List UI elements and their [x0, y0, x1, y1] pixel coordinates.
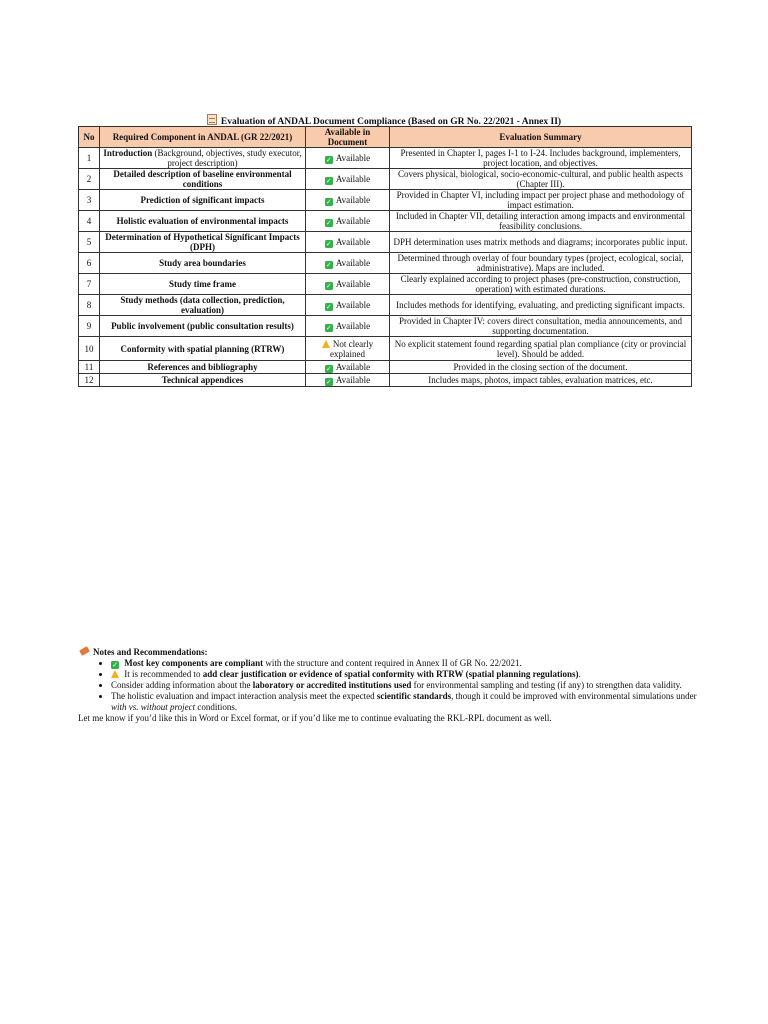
table-row: [79, 190, 692, 211]
table-row: [79, 337, 692, 361]
row-number: 12: [79, 374, 100, 387]
closing-message: Let me know if you’d like this in Word or Excel format, or if you’d like me to continue evaluating the RKL-RPL document as well.: [78, 713, 552, 723]
note-text: with the structure and content required in Annex II of GR No. 22/2021.: [263, 658, 522, 668]
row-number: 2: [79, 169, 100, 190]
row-number: 10: [79, 337, 100, 361]
document-icon: [207, 114, 217, 125]
availability-text: Available: [335, 257, 371, 268]
row-summary: Presented in Chapter I, pages I-1 to I-24. Includes background, implementers, project location, and objectives.: [390, 148, 692, 169]
table-row: [79, 361, 692, 374]
note-emphasis: Most key components are compliant: [124, 658, 264, 668]
component-name: Determination of Hypothetical Significant Impacts (DPH): [105, 232, 300, 252]
availability-text: Available: [335, 278, 371, 289]
component-name: Technical appendices: [161, 375, 244, 385]
component-name: Introduction: [103, 148, 153, 158]
row-availability: [306, 190, 390, 211]
check-icon: ✓: [325, 364, 332, 373]
note-emphasis: scientific standards: [376, 691, 452, 701]
table-row: [79, 211, 692, 232]
row-availability: [306, 316, 390, 337]
row-summary: Covers physical, biological, socio-economic-cultural, and public health aspects (Chapter III).: [390, 169, 692, 190]
row-availability: [306, 337, 390, 361]
table-row: [79, 274, 692, 295]
availability-text: Available: [335, 152, 371, 163]
check-icon: ✓: [325, 155, 332, 164]
row-availability: [306, 361, 390, 374]
table-row: [79, 295, 692, 316]
availability-text: Available: [335, 215, 371, 226]
row-availability: [306, 253, 390, 274]
component-name: Detailed description of baseline environmental conditions: [113, 169, 292, 189]
row-component: [100, 374, 306, 387]
notes-list: [78, 658, 698, 713]
evaluation-table: [78, 126, 692, 387]
note-text: conditions.: [195, 702, 238, 712]
table-row: [79, 316, 692, 337]
row-availability: [306, 232, 390, 253]
availability-text: Available: [335, 374, 371, 385]
row-summary: Determined through overlay of four boundary types (project, ecological, social, administrative). Maps are included.: [390, 253, 692, 274]
row-availability: [306, 274, 390, 295]
row-component: [100, 190, 306, 211]
table-row: [79, 253, 692, 274]
col-header-available: Available in Document: [306, 127, 390, 148]
check-icon: ✓: [325, 176, 332, 185]
row-component: [100, 211, 306, 232]
row-availability: [306, 374, 390, 387]
table-row: [79, 169, 692, 190]
row-availability: [306, 211, 390, 232]
availability-text: Available: [335, 173, 371, 184]
availability-text: Available: [335, 236, 371, 247]
availability-text: Not clearly explained: [330, 338, 374, 359]
row-summary: DPH determination uses matrix methods and diagrams; incorporates public input.: [390, 232, 692, 253]
row-availability: [306, 169, 390, 190]
component-name: Study time frame: [169, 279, 236, 289]
row-summary: Included in Chapter VII, detailing interaction among impacts and environmental feasibility conclusions.: [390, 211, 692, 232]
component-name: Study area boundaries: [159, 258, 246, 268]
notes-heading: [78, 647, 698, 658]
row-number: 1: [79, 148, 100, 169]
row-summary: Provided in the closing section of the document.: [390, 361, 692, 374]
row-number: 3: [79, 190, 100, 211]
row-component: [100, 295, 306, 316]
note-item: [111, 691, 698, 713]
note-emphasis: laboratory or accredited institutions used: [252, 680, 412, 690]
row-number: 11: [79, 361, 100, 374]
row-component: [100, 148, 306, 169]
row-summary: Provided in Chapter VI, including impact per project phase and methodology of impact estimation.: [390, 190, 692, 211]
check-icon: ✓: [325, 281, 332, 290]
row-number: 8: [79, 295, 100, 316]
table-title-text: Evaluation of ANDAL Document Compliance (Based on GR No. 22/2021 - Annex II): [220, 117, 562, 127]
row-summary: No explicit statement found regarding spatial plan compliance (city or provincial level). Should be added.: [390, 337, 692, 361]
table-row: [79, 232, 692, 253]
row-component: [100, 361, 306, 374]
note-text: The holistic evaluation and impact interaction analysis meet the expected: [111, 691, 377, 701]
check-icon: ✓: [325, 302, 332, 311]
row-component: [100, 169, 306, 190]
component-name: Prediction of significant impacts: [140, 195, 265, 205]
component-name: Conformity with spatial planning (RTRW): [120, 343, 285, 354]
row-component: [100, 274, 306, 295]
row-number: 4: [79, 211, 100, 232]
component-name: Public involvement (public consultation results): [111, 321, 294, 331]
row-component: [100, 232, 306, 253]
row-number: 6: [79, 253, 100, 274]
check-icon: ✓: [325, 260, 332, 269]
check-icon: ✓: [112, 661, 118, 669]
warning-icon: [111, 670, 119, 678]
row-summary: Includes methods for identifying, evaluating, and predicting significant impacts.: [390, 295, 692, 316]
note-italic: with vs. without project: [111, 702, 196, 712]
availability-text: Available: [335, 361, 371, 372]
component-detail: (Background, objectives, study executor, project description): [152, 148, 302, 168]
note-item: [111, 680, 698, 691]
note-text: Consider adding information about the: [111, 680, 253, 690]
row-availability: [306, 148, 390, 169]
note-text: for environmental sampling and testing (if any) to strengthen data validity.: [411, 680, 682, 690]
col-header-summary: Evaluation Summary: [390, 127, 692, 148]
table-row: [79, 148, 692, 169]
component-name: Holistic evaluation of environmental impacts: [116, 216, 289, 226]
note-text: .: [578, 669, 581, 679]
check-icon: ✓: [325, 197, 332, 206]
row-component: [100, 337, 306, 361]
col-header-component: Required Component in ANDAL (GR 22/2021): [100, 127, 306, 148]
note-item: [111, 669, 698, 680]
row-number: 9: [79, 316, 100, 337]
row-number: 5: [79, 232, 100, 253]
row-component: [100, 253, 306, 274]
notes-section: [78, 647, 698, 724]
warning-icon: [322, 340, 330, 348]
note-text: It is recommended to: [124, 669, 203, 679]
check-icon: ✓: [325, 218, 332, 227]
component-name: References and bibliography: [147, 362, 258, 372]
check-icon: ✓: [325, 239, 332, 248]
note-item: [111, 658, 698, 669]
row-summary: Clearly explained according to project phases (pre-construction, construction, operation) with estimated durations.: [390, 274, 692, 295]
availability-text: Available: [335, 320, 371, 331]
note-emphasis: add clear justification or evidence of spatial conformity with RTRW (spatial planning regulations): [202, 669, 579, 679]
row-summary: Includes maps, photos, impact tables, evaluation matrices, etc.: [390, 374, 692, 387]
table-header-row: [79, 127, 692, 148]
check-icon: ✓: [325, 377, 332, 386]
component-name: Study methods (data collection, prediction, evaluation): [120, 295, 285, 315]
availability-text: Available: [335, 299, 371, 310]
row-summary: Provided in Chapter IV: covers direct consultation, media announcements, and supporting documentation.: [390, 316, 692, 337]
note-text: , though it could be improved with environmental simulations under: [451, 691, 697, 701]
row-number: 7: [79, 274, 100, 295]
availability-text: Available: [335, 194, 371, 205]
pencil-icon: [79, 646, 90, 656]
row-component: [100, 316, 306, 337]
notes-heading-text: Notes and Recommendations:: [93, 647, 208, 657]
row-availability: [306, 295, 390, 316]
table-row: [79, 374, 692, 387]
col-header-no: No: [79, 127, 100, 148]
check-icon: ✓: [325, 323, 332, 332]
